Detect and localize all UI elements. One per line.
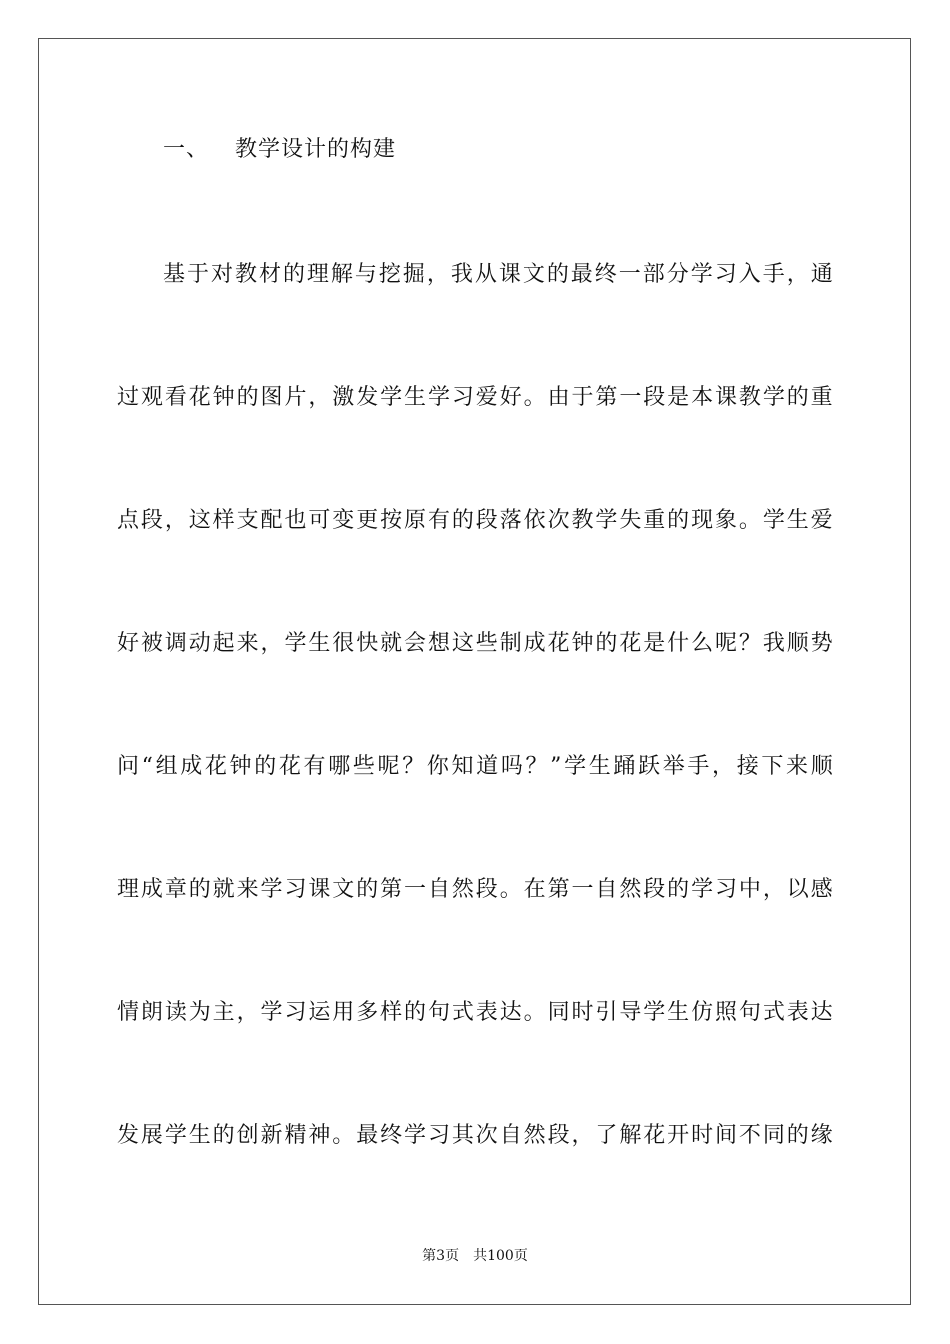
paragraph-line: 基于对教材的理解与挖掘，我从课文的最终一部分学习入手，通	[163, 262, 833, 287]
page-number: 第3页	[422, 1248, 460, 1264]
paragraph-line: 问“组成花钟的花有哪些呢？你知道吗？”学生踊跃举手，接下来顺	[117, 754, 833, 779]
paragraph-line: 情朗读为主，学习运用多样的句式表达。同时引导学生仿照句式表达	[117, 1000, 833, 1025]
section-heading	[163, 130, 396, 170]
paragraph-line: 好被调动起来，学生很快就会想这些制成花钟的花是什么呢？我顺势	[117, 631, 833, 656]
paragraph-line: 过观看花钟的图片，激发学生学习爱好。由于第一段是本课教学的重	[117, 385, 833, 410]
paragraph-line: 发展学生的创新精神。最终学习其次自然段，了解花开时间不同的缘	[117, 1123, 833, 1148]
section-title: 教学设计的构建	[235, 137, 397, 162]
section-number: 一、	[163, 137, 210, 162]
paragraph-line: 点段，这样支配也可变更按原有的段落依次教学失重的现象。学生爱	[117, 508, 833, 533]
paragraph-line: 理成章的就来学习课文的第一自然段。在第一自然段的学习中，以感	[117, 877, 833, 902]
total-pages: 共100页	[473, 1248, 528, 1264]
page-border	[38, 38, 911, 1305]
page-footer	[0, 1246, 950, 1266]
